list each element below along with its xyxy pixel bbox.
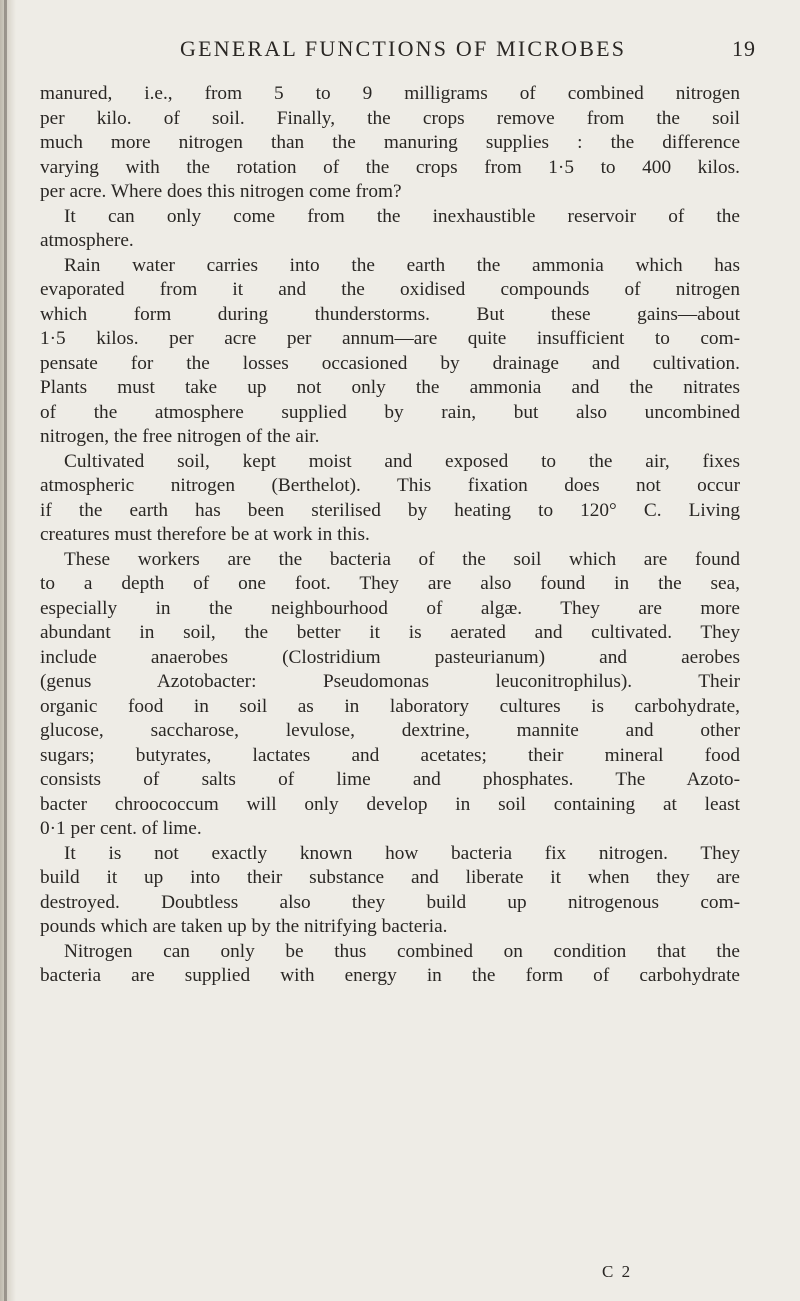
text-line: if the earth has been sterilised by heating to 120° C. Living <box>40 499 740 521</box>
running-title: GENERAL FUNCTIONS OF MICROBES <box>180 36 627 61</box>
text-line: especially in the neighbourhood of algæ. They are more <box>40 597 740 619</box>
text-line: to a depth of one foot. They are also found in the sea, <box>40 573 740 594</box>
text-line: creatures must therefore be at work in this. <box>40 524 370 545</box>
text-line: organic food in soil as in laboratory cultures is carbohydrate, <box>40 695 740 717</box>
text-line: bacter chroococcum will only develop in soil containing at least <box>40 793 740 815</box>
text-line: abundant in soil, the better it is aerated and cultivated. They <box>40 622 740 643</box>
text-line: pounds which are taken up by the nitrifying bacteria. <box>40 916 448 937</box>
text-line: glucose, saccharose, levulose, dextrine, mannite and other <box>40 720 740 741</box>
text-line: Cultivated soil, kept moist and exposed to the air, fixes <box>64 450 740 472</box>
text-line: nitrogen, the free nitrogen of the air. <box>40 426 320 447</box>
text-line: 1·5 kilos. per acre per annum—are quite insufficient to com- <box>40 328 740 349</box>
text-line: destroyed. Doubtless also they build up nitrogenous com- <box>40 891 740 913</box>
text-line: Rain water carries into the earth the ammonia which has <box>64 254 740 276</box>
body-text <box>40 82 740 989</box>
text-line: much more nitrogen than the manuring supplies : the difference <box>40 132 740 153</box>
text-line: It is not exactly known how bacteria fix nitrogen. They <box>64 842 740 864</box>
text-line: of the atmosphere supplied by rain, but also uncombined <box>40 401 740 423</box>
text-line: 0·1 per cent. of lime. <box>40 818 202 839</box>
text-line: per kilo. of soil. Finally, the crops remove from the soil <box>40 107 740 129</box>
binding-gutter-shadow <box>0 0 16 1301</box>
text-line: include anaerobes (Clostridium pasteurianum) and aerobes <box>40 646 740 668</box>
binding-edge <box>4 0 7 1301</box>
text-line: These workers are the bacteria of the soil which are found <box>64 548 740 570</box>
text-line: bacteria are supplied with energy in the form of carbohydrate <box>40 965 740 986</box>
text-line: (genus Azotobacter: Pseudomonas leuconitrophilus). Their <box>40 671 740 692</box>
text-line: atmosphere. <box>40 230 134 251</box>
text-line: varying with the rotation of the crops from 1·5 to 400 kilos. <box>40 156 740 178</box>
text-line: Plants must take up not only the ammonia and the nitrates <box>40 377 740 398</box>
text-line: Nitrogen can only be thus combined on condition that the <box>64 940 740 962</box>
text-line: which form during thunderstorms. But these gains—about <box>40 303 740 325</box>
text-line: consists of salts of lime and phosphates. The Azoto- <box>40 769 740 790</box>
text-line: sugars; butyrates, lactates and acetates; their mineral food <box>40 744 740 766</box>
page-number: 19 <box>732 36 756 61</box>
printer-signature-mark: C 2 <box>602 1262 633 1281</box>
text-line: It can only come from the inexhaustible reservoir of the <box>64 205 740 227</box>
text-line: build it up into their substance and liberate it when they are <box>40 867 740 888</box>
text-line: manured, i.e., from 5 to 9 milligrams of combined nitrogen <box>40 83 740 104</box>
running-head <box>0 36 800 66</box>
text-line: atmospheric nitrogen (Berthelot). This fixation does not occur <box>40 475 740 496</box>
text-line: pensate for the losses occasioned by drainage and cultivation. <box>40 352 740 374</box>
text-line: per acre. Where does this nitrogen come from? <box>40 181 402 202</box>
text-line: evaporated from it and the oxidised compounds of nitrogen <box>40 279 740 300</box>
